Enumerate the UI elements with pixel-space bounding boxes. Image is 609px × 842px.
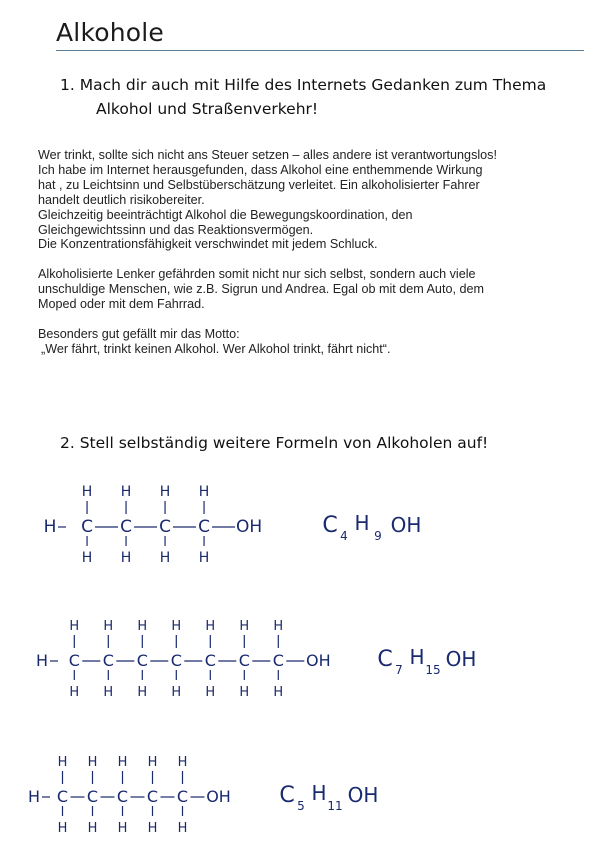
hydrogen-atom: H [159,484,171,500]
hydrogen-atom: H [57,821,68,836]
carbon-atom: C [116,787,129,806]
carbon-atom: C [120,517,132,537]
page-title: Alkohole [56,18,584,51]
hydrogen-atom: H [103,685,114,700]
carbon-atom: C [272,651,284,670]
answer-line: Alkoholisierte Lenker gefährden somit nicht nur sich selbst, sondern auch viele [38,267,476,282]
sum-formula-hydrogen-count: 15 [425,663,441,677]
motto-quote: „Wer fährt, trinkt keinen Alkohol. Wer Alkohol trinkt, fährt nicht“. [41,341,391,356]
answer-line: unschuldige Menschen, wie z.B. Sigrun und Andrea. Egal ob mit dem Auto, dem [38,282,484,297]
hydrogen-atom: H [177,755,188,770]
carbon-atom: C [102,651,114,670]
sum-formula-hydrogen: H [311,781,327,805]
hydrogen-atom: H [120,484,132,500]
sum-formula-carbon-count: 5 [297,799,305,813]
answer-line: Moped oder mit dem Fahrrad. [38,297,205,312]
hydrogen-atom: H [81,550,93,566]
hydrogen-atom: H [239,685,250,700]
hydrogen-atom: H [171,685,182,700]
carbon-atom: C [198,517,210,537]
task-1-line-1: 1. Mach dir auch mit Hilfe des Internets Gedanken zum Thema [60,76,547,94]
hydrogen-atom: H [137,685,148,700]
hydrogen-atom: H [239,619,250,634]
hydrogen-atom: H [205,619,216,634]
handwritten-formulas [0,470,609,842]
sum-formula-carbon: C [279,783,295,808]
sum-formula-hydrogen: H [409,645,425,669]
carbon-atom: C [170,651,182,670]
hydrogen-atom: H [147,755,158,770]
sum-formula-hydrogen-count: 11 [327,799,343,813]
hydrogen-atom: H [87,821,98,836]
hydrogen-atom: H [198,550,210,566]
hydrogen-atom: H [159,550,171,566]
hydrogen-atom: H [147,821,158,836]
hydrogen-atom: H [198,484,210,500]
task-2-line-1: 2. Stell selbständig weitere Formeln von Alkoholen auf! [60,434,489,452]
hydroxyl-group: OH [235,517,263,537]
answer-line: Besonders gut gefällt mir das Motto: [38,326,240,341]
hydrogen-atom: H [273,619,284,634]
hydrogen-atom: H [87,755,98,770]
carbon-atom: C [159,517,171,537]
hydrogen-atom: H [43,517,57,537]
sum-formula-carbon-count: 7 [395,663,403,677]
sum-formula-hydroxyl: OH [347,783,379,807]
hydrogen-atom: H [69,619,80,634]
sum-formula-hydroxyl: OH [390,513,422,537]
sum-formula-carbon: C [377,647,393,672]
carbon-atom: C [204,651,216,670]
carbon-atom: C [86,787,99,806]
hydrogen-atom: H [57,755,68,770]
carbon-atom: C [68,651,80,670]
answer-line: hat , zu Leichtsinn und Selbstüberschätzung verleitet. Ein alkoholisierter Fahrer [38,177,480,192]
sum-formula-hydrogen-count: 9 [374,529,382,543]
answer-line: Die Konzentrationsfähigkeit verschwindet mit jedem Schluck. [38,237,378,252]
answer-text [38,148,583,357]
sum-formula-hydroxyl: OH [445,647,477,671]
sum-formula-hydrogen: H [354,511,370,535]
hydrogen-atom: H [117,755,128,770]
sum-formula-carbon: C [322,513,338,538]
carbon-atom: C [136,651,148,670]
hydroxyl-group: OH [206,787,231,806]
hydrogen-atom: H [35,651,49,670]
carbon-atom: C [81,517,93,537]
answer-line: Ich habe im Internet herausgefunden, dass Alkohol eine enthemmende Wirkung [38,162,483,177]
hydrogen-atom: H [103,619,114,634]
answer-line: handelt deutlich risikobereiter. [38,192,205,207]
task-1-heading [60,76,546,118]
hydroxyl-group: OH [305,651,331,670]
answer-line: Gleichzeitig beeinträchtigt Alkohol die Bewegungskoordination, den [38,207,413,222]
carbon-atom: C [146,787,159,806]
answer-line: Gleichgewichtssinn und das Reaktionsvermögen. [38,222,314,237]
hydrogen-atom: H [69,685,80,700]
task-2-heading [60,434,488,452]
hydrogen-atom: H [27,787,41,806]
hydrogen-atom: H [137,619,148,634]
hydrogen-atom: H [171,619,182,634]
carbon-atom: C [176,787,189,806]
carbon-atom: C [56,787,69,806]
hydrogen-atom: H [177,821,188,836]
hydrogen-atom: H [273,685,284,700]
hydrogen-atom: H [205,685,216,700]
task-1-line-2: Alkohol und Straßenverkehr! [96,100,319,118]
hydrogen-atom: H [117,821,128,836]
hydrogen-atom: H [81,484,93,500]
sum-formula-carbon-count: 4 [340,529,348,543]
carbon-atom: C [238,651,250,670]
answer-line: Wer trinkt, sollte sich nicht ans Steuer setzen – alles andere ist verantwortungslos! [38,148,497,162]
hydrogen-atom: H [120,550,132,566]
